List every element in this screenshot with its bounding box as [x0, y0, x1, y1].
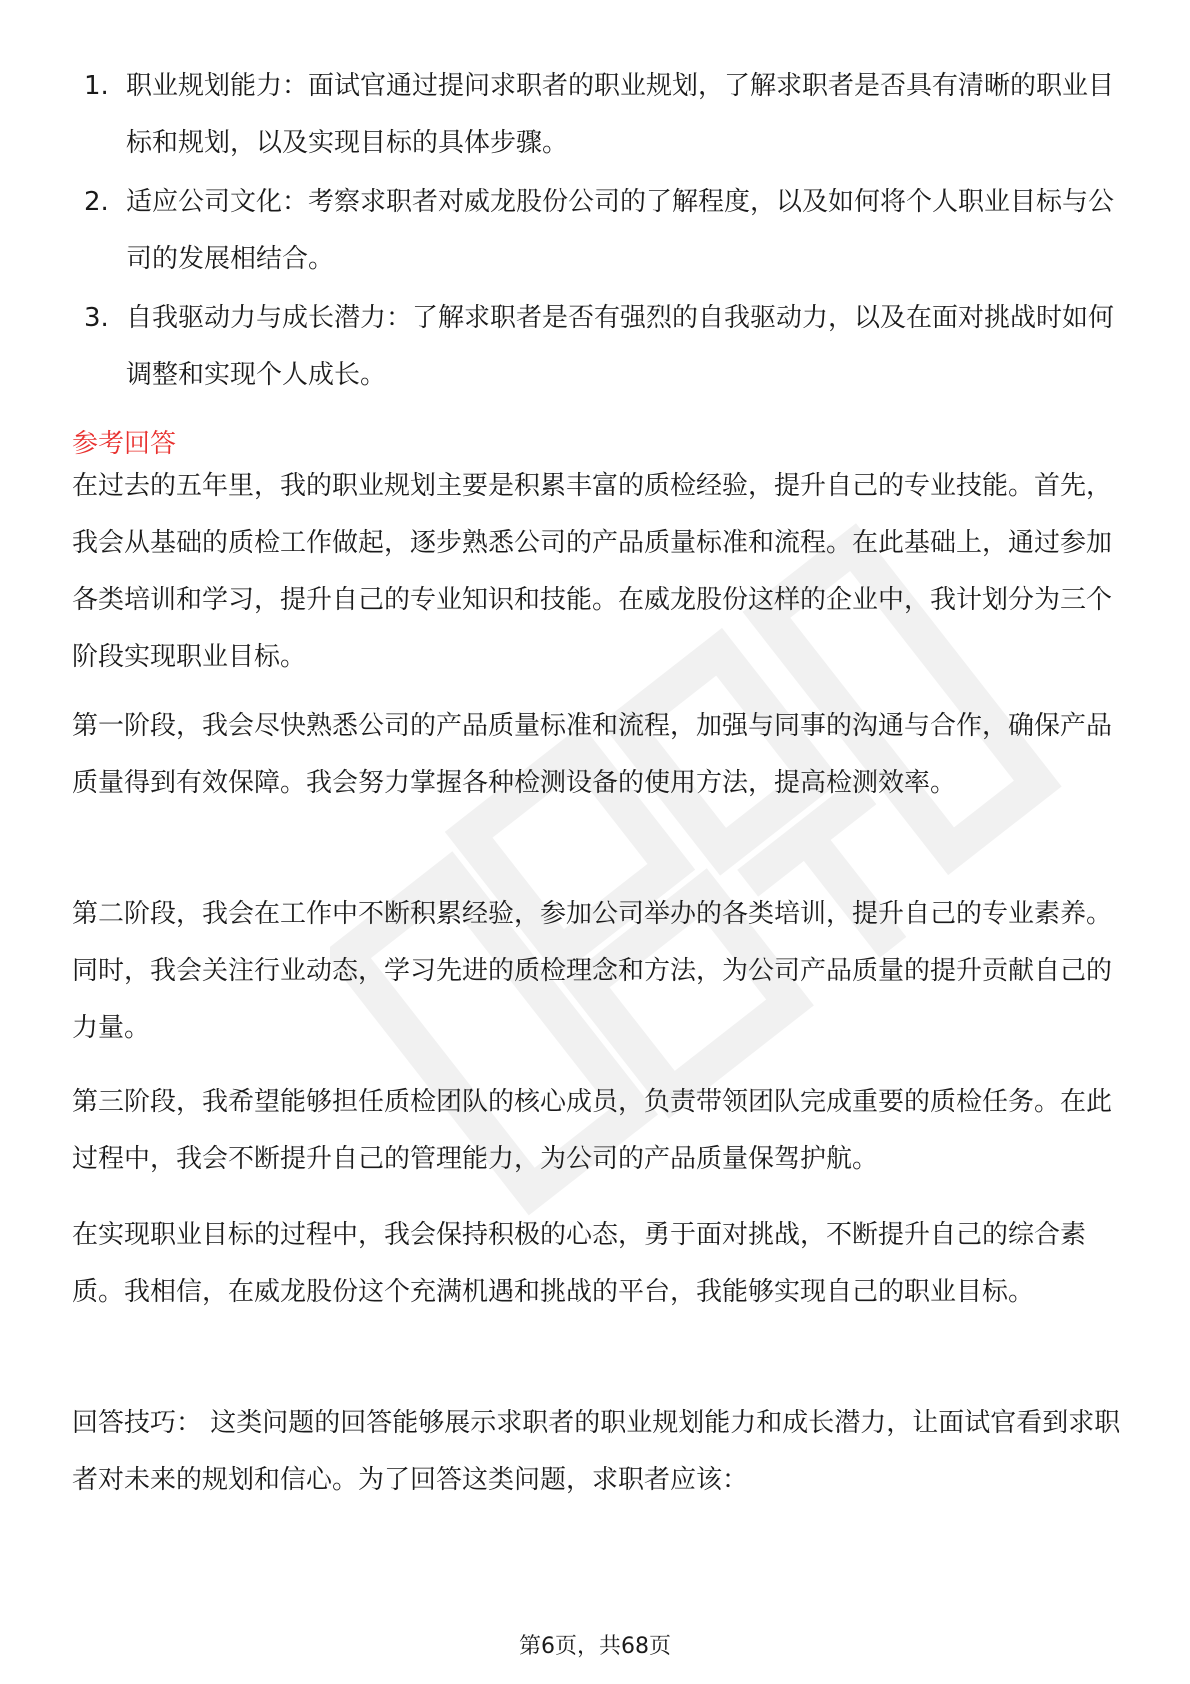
evaluation-points-list: [84, 58, 1124, 406]
answer-tips-paragraph: 回答技巧： 这类问题的回答能够展示求职者的职业规划能力和成长潜力，让面试官看到求职者对未来的规划和信心。为了回答这类问题，求职者应该：: [72, 1408, 1121, 1495]
answer-paragraph-intro: 在过去的五年里，我的职业规划主要是积累丰富的质检经验，提升自己的专业技能。首先，我会从基础的质检工作做起，逐步熟悉公司的产品质量标准和流程。在此基础上，通过参加各类培训和学习，提升自己的专业知识和技能。在威龙股份这样的企业中，我计划分为三个阶段实现职业目标。: [72, 471, 1113, 672]
list-item-text: 职业规划能力：面试官通过提问求职者的职业规划，了解求职者是否具有清晰的职业目标和规划，以及实现目标的具体步骤。: [126, 71, 1115, 158]
list-item-number: 2.: [84, 187, 109, 217]
answer-paragraph-conclusion: 在实现职业目标的过程中，我会保持积极的心态，勇于面对挑战，不断提升自己的综合素质。我相信，在威龙股份这个充满机遇和挑战的平台，我能够实现自己的职业目标。: [72, 1220, 1087, 1307]
answer-paragraph-stage-two: 第二阶段，我会在工作中不断积累经验，参加公司举办的各类培训，提升自己的专业素养。同时，我会关注行业动态，学习先进的质检理念和方法，为公司产品质量的提升贡献自己的力量。: [72, 899, 1113, 1043]
list-item-text: 适应公司文化：考察求职者对威龙股份公司的了解程度，以及如何将个人职业目标与公司的发展相结合。: [126, 187, 1115, 274]
list-item: [84, 174, 1124, 288]
list-item-text: 自我驱动力与成长潜力：了解求职者是否有强烈的自我驱动力，以及在面对挑战时如何调整和实现个人成长。: [126, 303, 1115, 390]
list-item: [84, 58, 1124, 172]
list-item-number: 3.: [84, 303, 109, 333]
answer-paragraph-stage-one: 第一阶段，我会尽快熟悉公司的产品质量标准和流程，加强与同事的沟通与合作，确保产品质量得到有效保障。我会努力掌握各种检测设备的使用方法，提高检测效率。: [72, 711, 1113, 798]
list-item-number: 1.: [84, 71, 109, 101]
page-number-footer: 第6页，共68页: [519, 1634, 671, 1659]
answer-paragraph-stage-three: 第三阶段，我希望能够担任质检团队的核心成员，负责带领团队完成重要的质检任务。在此过程中，我会不断提升自己的管理能力，为公司的产品质量保驾护航。: [72, 1087, 1113, 1174]
section-heading-reference-answer: 参考回答: [72, 429, 177, 459]
list-item: [84, 290, 1124, 404]
